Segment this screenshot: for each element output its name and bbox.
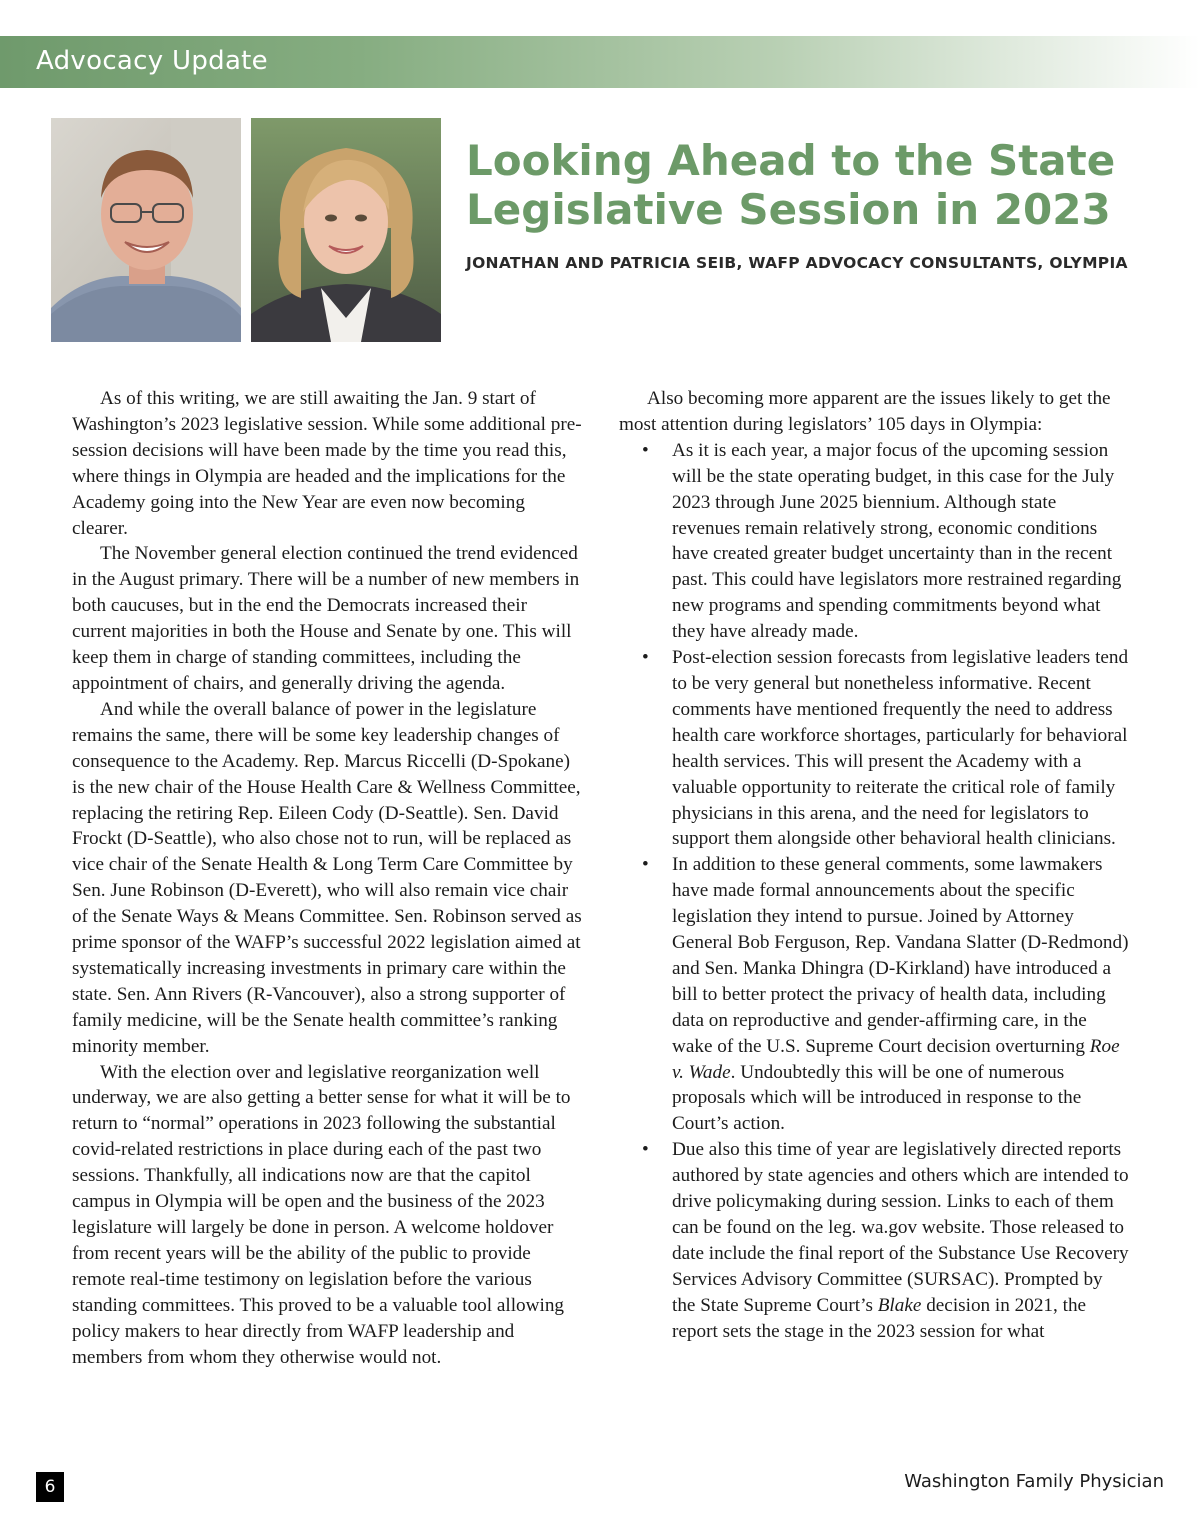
issue-text: Due also this time of year are legislatively directed reports authored by state agencies and others which are intended to drive policymaking during session. Links to each of them can be found on the leg. wa.gov website. Those released to date include the final report of the Substance Use Recovery Services Advisory Committee (SURSAC). Prompted by the State Supreme Court’s <box>672 1139 1129 1316</box>
issue-text: . Undoubtedly this will be one of numerous proposals which will be introduced in response to the Court’s action. <box>672 1061 1082 1135</box>
issues-list <box>619 438 1129 1345</box>
section-banner <box>0 36 1200 88</box>
paragraph-2: The November general election continued the trend evidenced in the August primary. There will be a number of new members in both caucuses, but in the end the Democrats increased their current majorities in both the House and Senate by one. This will keep them in charge of standing committees, including the appointment of chairs, and generally driving the agenda. <box>72 543 580 694</box>
publication-name: Washington Family Physician <box>904 1471 1164 1492</box>
article-title-line-1: Looking Ahead to the State <box>466 136 1116 185</box>
right-column <box>619 386 1129 1345</box>
issue-text: In addition to these general comments, some lawmakers have made formal announcements about the specific legislation they intend to pursue. Joined by Attorney General Bob Ferguson, Rep. Vandana Slatter (D-Redmond) and Sen. Manka Dhingra (D-Kirkland) have introduced a bill to better protect the privacy of health data, including data on reproductive and gender-affirming care, in the wake of the U.S. Supreme Court decision overturning <box>672 854 1129 1057</box>
author-photo-jonathan <box>51 118 241 342</box>
left-column <box>72 386 582 1370</box>
section-label: Advocacy Update <box>36 46 268 76</box>
issue-bullet-workforce: • Post-election session forecasts from legislative leaders tend to be very general but nonetheless informative. Recent comments have mentioned frequently the need to address health care workforce shortages, particularly for behavioral health services. This will present the Academy with a valuable opportunity to reiterate the critical role of family physicians in this arena, and the need for legislators to support them alongside other behavioral health clinicians. <box>619 645 1129 852</box>
page-number: 6 <box>36 1472 64 1502</box>
portrait-man-photo <box>51 118 241 342</box>
case-name: Roe v. Wade <box>672 1035 1120 1083</box>
right-intro: Also becoming more apparent are the issues likely to get the most attention during legislators’ 105 days in Olympia: <box>619 388 1111 435</box>
article-byline: JONATHAN AND PATRICIA SEIB, WAFP ADVOCACY CONSULTANTS, OLYMPIA <box>466 254 1128 272</box>
issue-bullet-budget: • As it is each year, a major focus of the upcoming session will be the state operating budget, in this case for the July 2023 through June 2025 biennium. Although state revenues remain relatively strong, economic conditions have created greater budget uncertainty than in the recent past. This could have legislators more restrained regarding new programs and spending commitments beyond what they have already made. <box>619 438 1129 645</box>
issue-text: decision in 2021, the report sets the stage in the 2023 session for what <box>672 1294 1087 1342</box>
author-photo-patricia <box>251 118 441 342</box>
issue-bullet-privacy <box>619 852 1129 1137</box>
paragraph-4: With the election over and legislative reorganization well underway, we are also getting a better sense for what it will be to return to “normal” operations in 2023 following the substantial covid-related restrictions in place during each of the past two sessions. Thankfully, all indications now are that the capitol campus in Olympia will be open and the business of the 2023 legislature will largely be done in person. A welcome holdover from recent years will be the ability of the public to provide remote real-time testimony on legislation before the various standing committees. This proved to be a valuable tool allowing policy makers to hear directly from WAFP leadership and members from whom they otherwise would not. <box>72 1061 571 1368</box>
issue-bullet-reports <box>619 1137 1129 1344</box>
paragraph-1: As of this writing, we are still awaiting the Jan. 9 start of Washington’s 2023 legislative session. While some additional pre-session decisions will have been made by the time you read this, where things in Olympia are headed and the implications for the Academy going into the New Year are even now becoming clearer. <box>72 388 582 539</box>
portrait-woman-photo <box>251 118 441 342</box>
article-title <box>466 136 1166 234</box>
paragraph-3: And while the overall balance of power in the legislature remains the same, there will be some key leadership changes of consequence to the Academy. Rep. Marcus Riccelli (D-Spokane) is the new chair of the House Health Care & Wellness Committee, replacing the retiring Rep. Eileen Cody (D-Seattle). Sen. David Frockt (D-Seattle), who also chose not to run, will be replaced as vice chair of the Senate Health & Long Term Care Committee by Sen. June Robinson (D-Everett), who will also remain vice chair of the Senate Ways & Means Committee. Sen. Robinson served as prime sponsor of the WAFP’s successful 2022 legislation aimed at systematically increasing investments in primary care within the state. Sen. Ann Rivers (R-Vancouver), also a strong supporter of family medicine, will be the Senate health committee’s ranking minority member. <box>72 698 582 1057</box>
article-title-line-2: Legislative Session in 2023 <box>466 185 1111 234</box>
case-name: Blake <box>877 1294 922 1316</box>
